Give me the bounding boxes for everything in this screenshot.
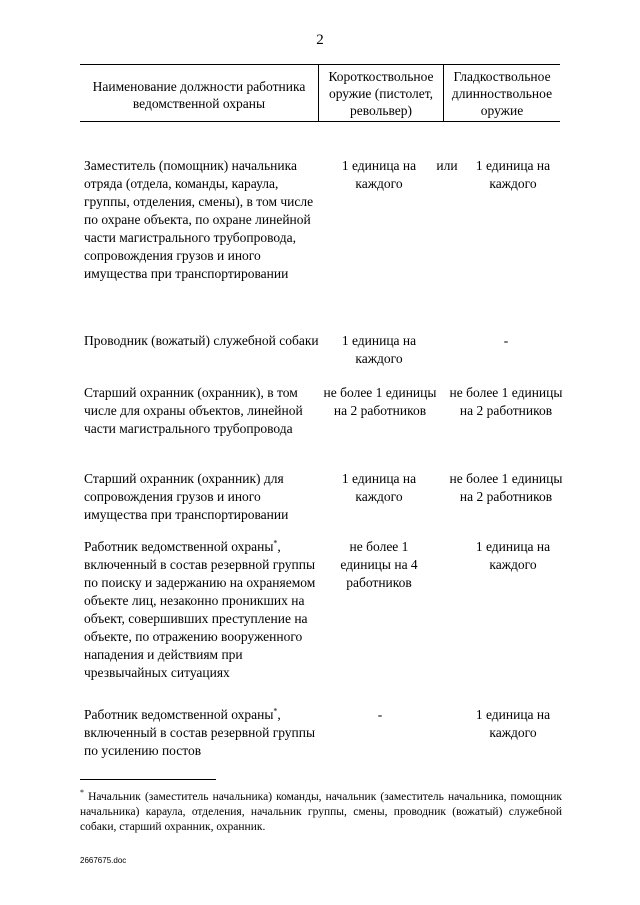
row-short-weapon: 1 единица на каждого	[341, 158, 417, 191]
document-reference: 2667675.doc	[80, 856, 127, 865]
table-header-bottom-rule	[80, 121, 560, 122]
row-short-weapon: не более 1 единицы на 2 работников	[323, 385, 437, 418]
header-smooth-weapon: Гладкоствольное длинноствольное оружие	[451, 69, 553, 118]
row-position: Заместитель (помощник) начальника отряда (отдела, команды, караула, группы, отделения, смены), в том числе по охране объекта, по охране линейной части магистрального трубопровода, сопровождения грузов и иного имущества при транспортировании	[84, 158, 314, 281]
footnote	[80, 790, 562, 835]
row-smooth-weapon: 1 единица на каждого	[475, 707, 551, 740]
row-short-weapon: -	[377, 707, 383, 722]
row-short-weapon: не более 1 единицы на 4 работников	[340, 539, 418, 590]
row-smooth-weapon: 1 единица на каждого	[475, 158, 551, 191]
row-short-weapon: 1 единица на каждого	[341, 471, 417, 504]
row-short-weapon: 1 единица на каждого	[341, 333, 417, 366]
footnote-text: Начальник (заместитель начальника) команды, начальник (заместитель начальника, помощник начальника) караула, отделения, начальник группы, смены, проводник (вожатый) служебной собаки, старший охранник, охранник.	[80, 791, 562, 833]
row-position: Проводник (вожатый) служебной собаки	[84, 333, 319, 348]
header-short-weapon: Короткоствольное оружие (пистолет, револьвер)	[328, 69, 434, 118]
row-smooth-weapon: -	[503, 333, 509, 348]
page-number: 2	[316, 32, 324, 48]
row-smooth-weapon: не более 1 единицы на 2 работников	[449, 471, 563, 504]
row-connector: или	[436, 158, 458, 173]
row-smooth-weapon: не более 1 единицы на 2 работников	[449, 385, 563, 418]
footnote-separator	[80, 779, 216, 780]
row-position: Старший охранник (охранник) для сопровождения грузов и иного имущества при транспортировании	[84, 471, 289, 522]
row-position: Работник ведомственной охраны*, включенный в состав резервной группы по усилению постов	[84, 706, 316, 758]
header-position: Наименование должности работника ведомственной охраны	[92, 79, 306, 111]
row-smooth-weapon: 1 единица на каждого	[475, 539, 551, 572]
row-position: Старший охранник (охранник), в том числе для охраны объектов, линейной части магистрального трубопровода	[84, 385, 303, 436]
table-header-top-rule	[80, 64, 560, 65]
footnote-mark: *	[80, 788, 84, 798]
row-position: Работник ведомственной охраны*, включенный в состав резервной группы по поиску и задержанию на охраняемом объекте лиц, незаконно проникших на объект, совершивших преступление на объекте, по отражению вооруженного нападения и действиям при чрезвычайных ситуациях	[84, 538, 316, 680]
